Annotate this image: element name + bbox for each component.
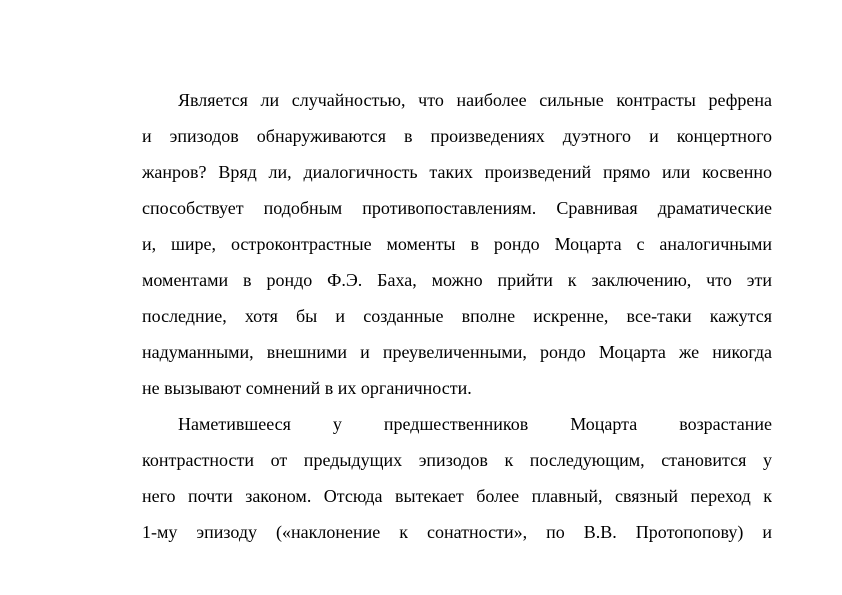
text-line: него почти законом. Отсюда вытекает более плавный, связный переход к bbox=[142, 486, 772, 506]
text-line: контрастности от предыдущих эпизодов к последующим, становится у bbox=[142, 450, 772, 470]
document-text bbox=[142, 82, 772, 550]
text-line: жанров? Вряд ли, диалогичность таких произведений прямо или косвенно bbox=[142, 162, 772, 182]
paragraph-1 bbox=[142, 82, 772, 406]
text-line: не вызывают сомнений в их органичности. bbox=[142, 378, 472, 398]
text-line: Является ли случайностью, что наиболее сильные контрасты рефрена bbox=[178, 90, 772, 110]
text-line: и эпизодов обнаруживаются в произведениях дуэтного и концертного bbox=[142, 126, 772, 146]
text-line: последние, хотя бы и созданные вполне искренне, все-таки кажутся bbox=[142, 306, 772, 326]
text-line: моментами в рондо Ф.Э. Баха, можно прийти к заключению, что эти bbox=[142, 270, 772, 290]
text-line: 1-му эпизоду («наклонение к сонатности», по В.В. Протопопову) и bbox=[142, 522, 772, 542]
text-line: Наметившееся у предшественников Моцарта возрастание bbox=[178, 414, 772, 434]
text-line: надуманными, внешними и преувеличенными, рондо Моцарта же никогда bbox=[142, 342, 772, 362]
text-line: способствует подобным противопоставлениям. Сравнивая драматические bbox=[142, 198, 772, 218]
paragraph-2 bbox=[142, 406, 772, 550]
text-line: и, шире, остроконтрастные моменты в рондо Моцарта с аналогичными bbox=[142, 234, 772, 254]
